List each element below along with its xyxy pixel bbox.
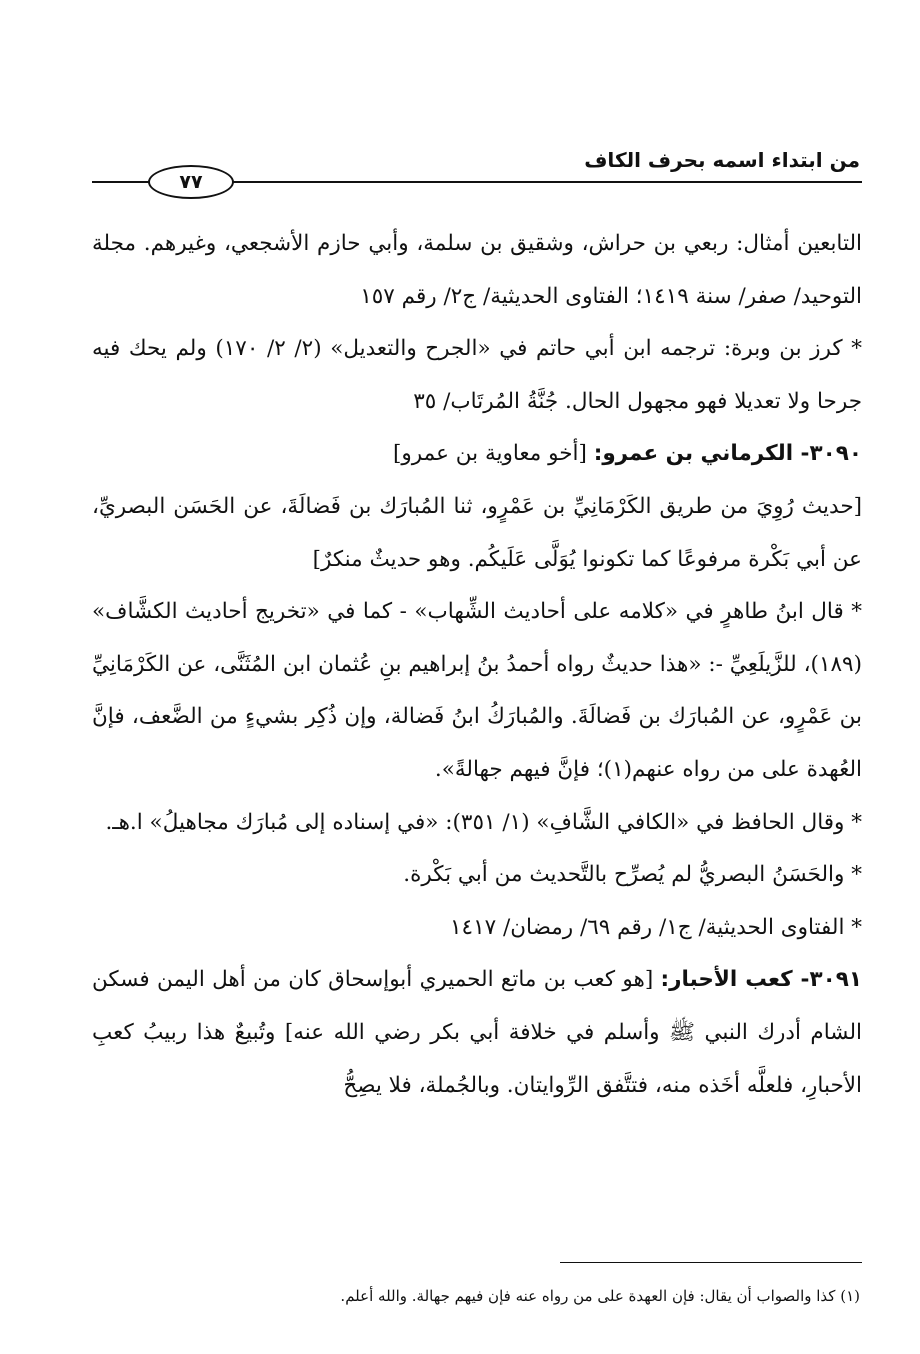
footnote: (١) كذا والصواب أن يقال: فإن العهدة على من رواه عنه فإن فيهم جهالة. والله أعلم. [340, 1287, 860, 1305]
entry-label: ٣٠٩٠- الكرماني بن عمرو: [593, 441, 862, 467]
paragraph: التابعين أمثال: ربعي بن حراش، وشقيق بن سلمة، وأبي حازم الأشجعي، وغيرهم. مجلة التوحيد/ صفر/ سنة ١٤١٩؛ الفتاوى الحديثية/ ج٢/ رقم ١٥٧ [92, 231, 862, 309]
page-body [92, 218, 862, 1112]
entry-label: ٣٠٩١- كعب الأحبار: [660, 967, 862, 993]
paragraph: * كرز بن وبرة: ترجمه ابن أبي حاتم في «الجرح والتعديل» (٢/ ٢/ ١٧٠) ولم يحك فيه جرحا ولا تعديلا فهو مجهول الحال. جُنَّةُ المُرتَاب/ ٣٥ [92, 336, 863, 414]
paragraph: * قال ابنُ طاهرٍ في «كلامه على أحاديث الشِّهاب» - كما في «تخريج أحاديث الكشَّاف» (١٨٩)، للزَّيلَعِيِّ -: «هذا حديثٌ رواه أحمدُ بنُ إبراهيم بنِ عُثمان ابن المُثَنَّى، عن الكَرْمَانِيِّ بن عَمْرٍو، عن المُبارَك بن فَضالَةَ. والمُبارَكُ ابنُ فَضالة، وإن ذُكِر بشيءٍ من الضَّعف، فإنَّ العُهدة على من رواه عنهم(١)؛ فإنَّ فيهم جهالةً». [92, 599, 862, 782]
page-number: ٧٧ [148, 165, 234, 199]
paragraph: * وقال الحافظ في «الكافي الشَّافِ» (١/ ٣٥١): «في إسناده إلى مُبارَك مجاهيلُ» ا.هـ. [105, 809, 862, 835]
paragraph: [حديث رُوِيَ من طريق الكَرْمَانِيِّ بن عَمْرٍو، ثنا المُبارَك بن فَضالَةَ، عن الحَسَن البصريِّ، عن أبي بَكْرة مرفوعًا كما تكونوا يُوَلَّى عَلَيكُم. وهو حديثٌ منكرٌ] [92, 493, 862, 572]
entry-note: [أخو معاوية بن عمرو] [393, 441, 587, 467]
entry-3091 [92, 954, 862, 1112]
running-header: من ابتداء اسمه بحرف الكاف [584, 148, 860, 172]
paragraph: * والحَسَنُ البصريُّ لم يُصرِّح بالتَّحديث من أبي بَكْرة. [403, 862, 862, 888]
footnote-rule [560, 1262, 862, 1263]
entry-text: [هو كعب بن ماتع الحميري أبوإسحاق كان من أهل اليمن فسكن الشام أدرك النبي ﷺ وأسلم في خلافة أبي بكر رضي الله عنه] وتُبيعٌ هذا ربيبُ كعبِ الأحبارِ، فلعلَّه أخَذه منه، فتتَّفق الرِّوايتان. وبالجُملة، فلا يصِحُّ [92, 967, 862, 1098]
entry-3090 [92, 428, 862, 481]
paragraph: * الفتاوى الحديثية/ ج١/ رقم ٦٩/ رمضان/ ١٤١٧ [449, 914, 862, 940]
